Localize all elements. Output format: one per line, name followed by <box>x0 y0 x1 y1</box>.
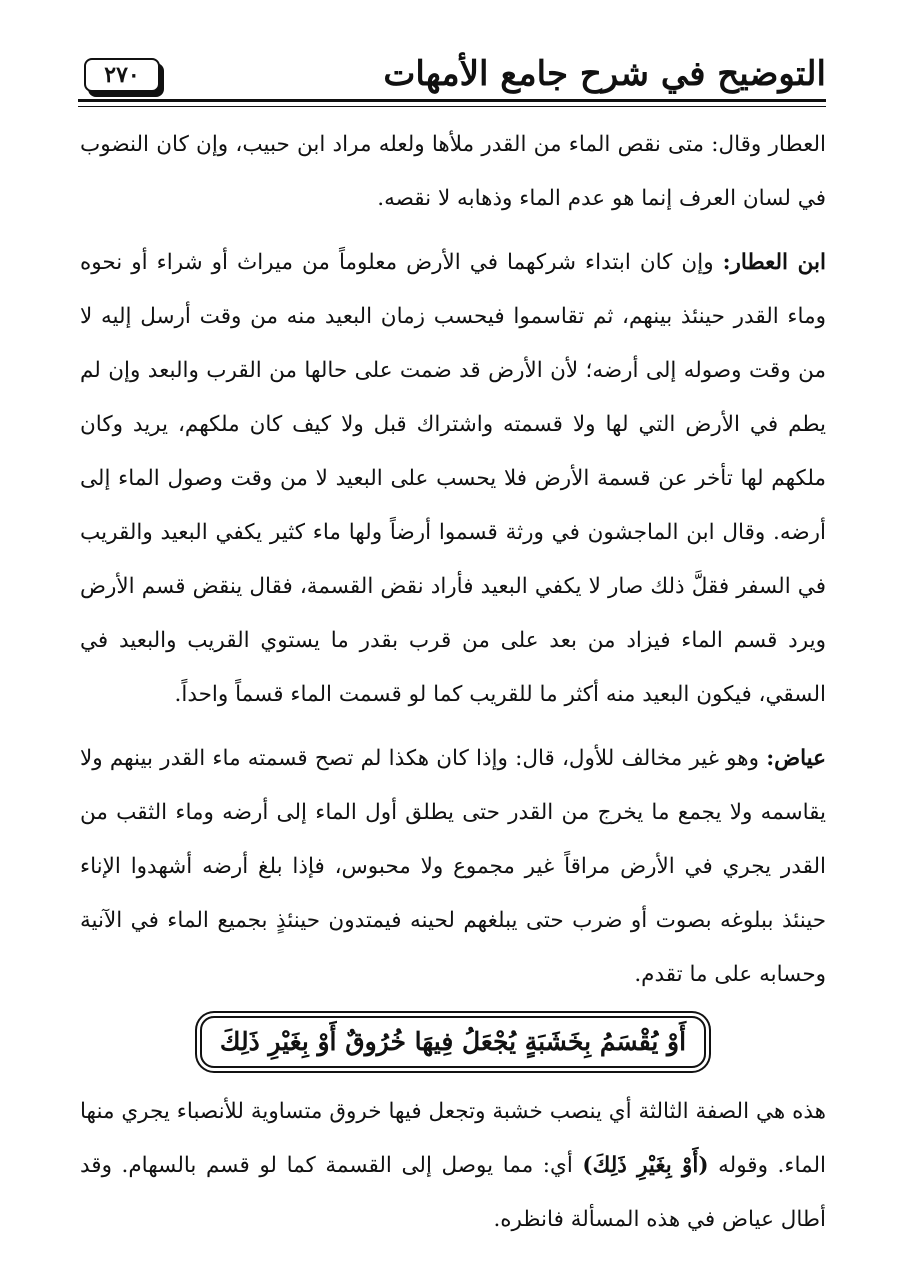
paragraph-text: العطار وقال: متى نقص الماء من القدر ملأها ولعله مراد ابن حبيب، وإن كان النضوب في لسان العرف إنما هو عدم الماء وذهابه لا نقصه. <box>80 132 826 211</box>
commentary <box>80 1085 826 1247</box>
paragraph-text: وإن كان ابتداء شركهما في الأرض معلوماً من ميراث أو شراء أو نحوه وماء القدر حينئذ بينهم، ثم تقاسموا فيحسب زمان البعيد منه من وقت أرسل إليه لا من وقت وصوله إلى أرضه؛ لأن الأرض قد ضمت على حالها من القرب والبعد وإن لم يطم في الأرض التي لها ولا قسمته واشتراك قبل ولا كيف كان ملكهم، يريد وكان ملكهم لها تأخر عن قسمة الأرض فلا يحسب على البعيد لا من وقت وصول الماء إلى أرضه. وقال ابن الماجشون في ورثة قسموا أرضاً ولها ماء كثير يكفي البعيد والقريب في السفر فقلَّ ذلك صار لا يكفي البعيد فأراد نقض القسمة، فقال ينقض قسم الأرض ويرد قسم الماء فيزاد من بعد على من قرب بقدر ما يستوي القريب والبعيد في السقي، فيكون البعيد منه أكثر ما للقريب كما لو قسمت الماء قسماً واحداً. <box>80 250 826 707</box>
paragraph-lead: عياض: <box>766 746 826 771</box>
page-body <box>80 118 826 1257</box>
matn-frame <box>80 1016 826 1071</box>
paragraph <box>80 118 826 226</box>
paragraph-text: وهو غير مخالف للأول، قال: وإذا كان هكذا لم تصح قسمته ماء القدر بينهم ولا يقاسمه ولا يجمع ما يخرج من القدر حتى يطلق أول الماء إلى أرضه وماء الثقب من القدر يجري في الأرض مراقاً غير مجموع ولا محبوس، فإذا بلغ أرضه أشهدوا الإناء حينئذ ببلوغه بصوت أو ضرب حتى يبلغهم لحينه فيمتدون حينئذٍ بجميع الماء في الآنية وحسابه على ما تقدم. <box>80 746 826 987</box>
paragraph <box>80 236 826 722</box>
page-header <box>78 52 826 96</box>
page-number: ٢٧٠ <box>84 58 160 92</box>
commentary-text: هذه هي الصفة الثالثة أي ينصب خشبة وتجعل فيها خروق متساوية للأنصباء يجري منها الماء. وقوله <box>80 1099 827 1178</box>
quoted-matn: (أَوْ بِغَيْرِ ذَلِكَ) <box>582 1153 709 1178</box>
paragraph-lead: ابن العطار: <box>722 250 826 275</box>
commentary-text: أي: مما يوصل إلى القسمة كما لو قسم بالسهام. وقد أطال عياض في هذه المسألة فانظره. <box>80 1153 826 1232</box>
matn-text: أَوْ يُقْسَمُ بِخَشَبَةٍ يُجْعَلُ فِيهَا خُرُوقٌ أَوْ بِغَيْرِ ذَلِكَ <box>200 1016 706 1068</box>
header-rule <box>78 99 826 102</box>
header-rule-thin <box>78 106 826 107</box>
paragraph <box>80 732 826 1002</box>
book-title: التوضيح في شرح جامع الأمهات <box>383 54 826 94</box>
